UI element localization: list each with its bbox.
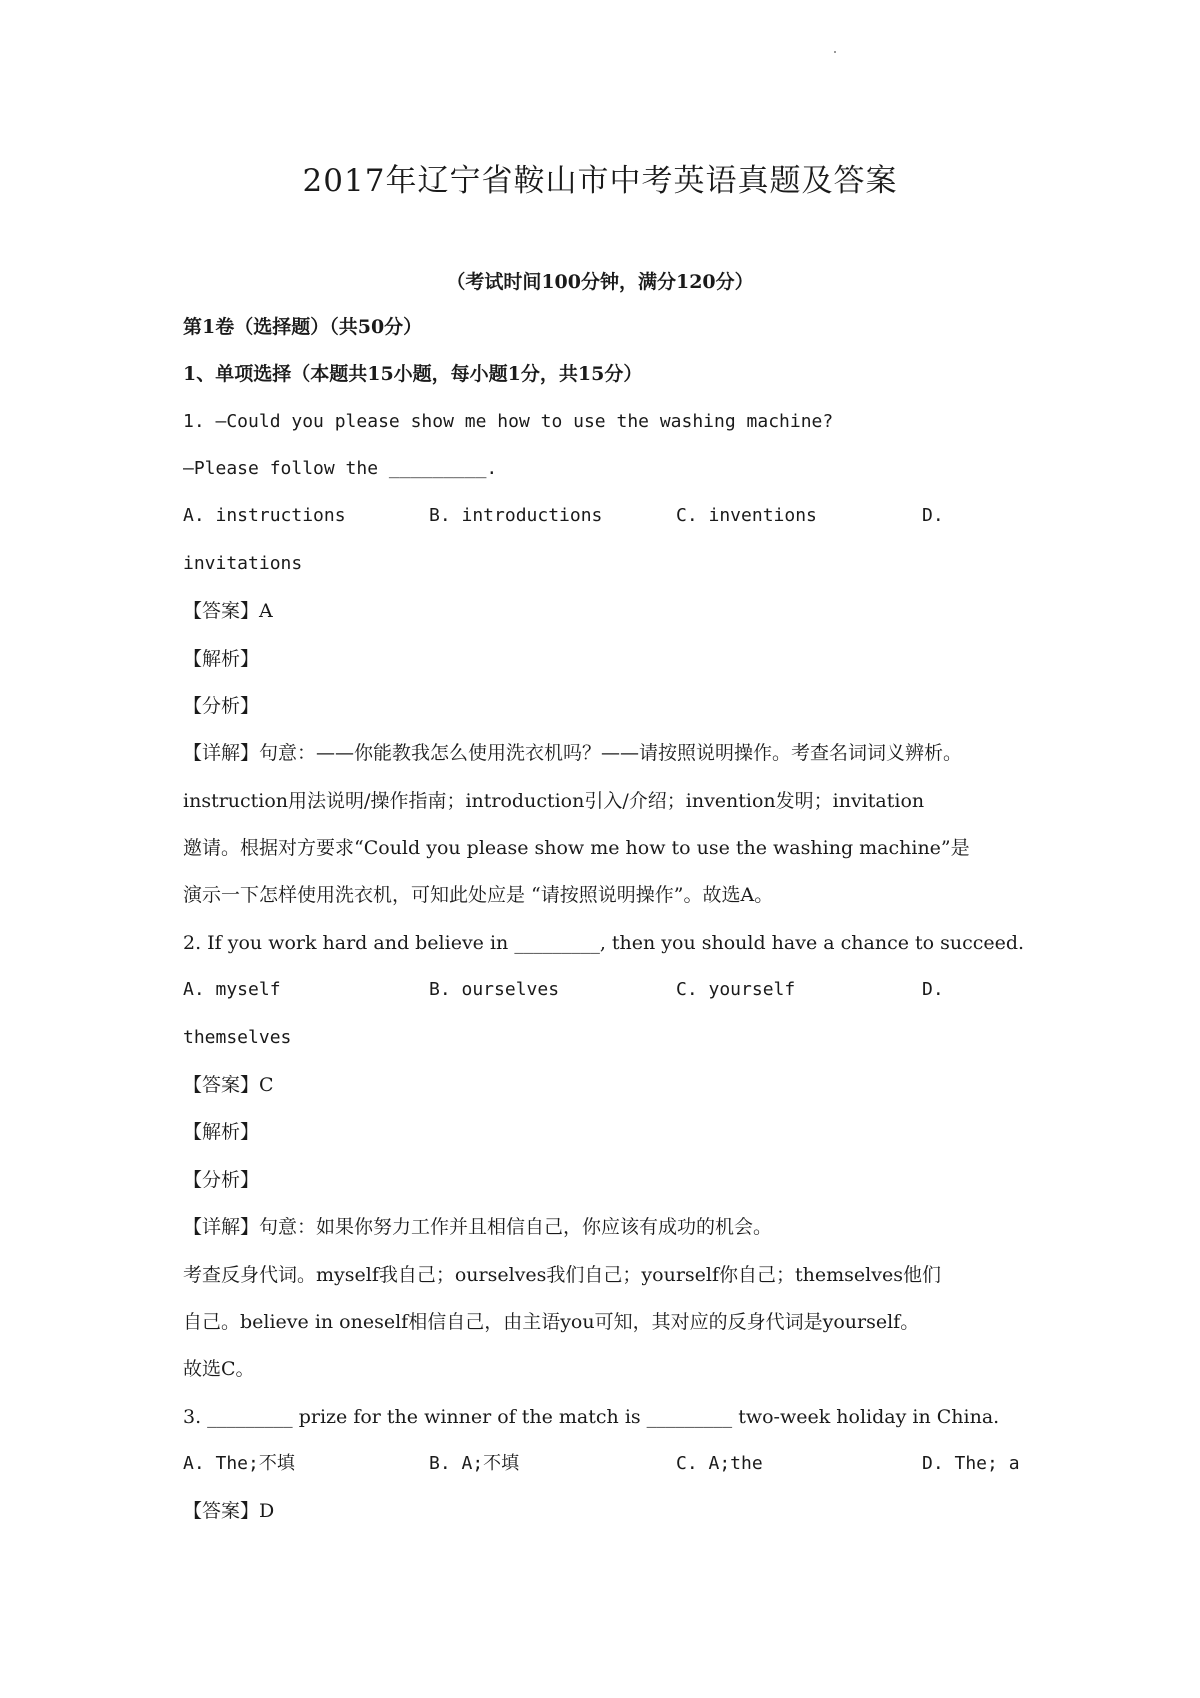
question-2-option-d-text: themselves: [183, 1027, 292, 1048]
question-2-option-b: B. ourselves: [429, 979, 560, 1000]
question-2-option-a: A. myself: [183, 979, 281, 1000]
exam-info: （考试时间100分钟，满分120分）: [446, 271, 754, 293]
question-2-detail-line: 【详解】句意：如果你努力工作并且相信自己，你应该有成功的机会。: [183, 1216, 773, 1238]
question-1-detail-line: 演示一下怎样使用洗衣机，可知此处应是 “请按照说明操作”。故选A。: [183, 884, 774, 906]
question-3-option-b: B. A;不填: [429, 1453, 520, 1474]
question-1-option-c: C. inventions: [676, 505, 817, 526]
question-2-fenxi-label: 【分析】: [183, 1169, 260, 1191]
question-2-analysis-label: 【解析】: [183, 1121, 260, 1143]
question-2-option-d: D.: [922, 979, 944, 1000]
question-1-stem: 1. —Could you please show me how to use the washing machine?: [183, 411, 834, 432]
question-1-analysis-label: 【解析】: [183, 648, 260, 670]
question-3-option-c: C. A;the: [676, 1453, 763, 1474]
question-1-answer: 【答案】A: [183, 600, 273, 622]
question-1-detail-line: 邀请。根据对方要求“Could you please show me how to use the washing machine”是: [183, 837, 970, 859]
question-2-detail-line: 自己。believe in oneself相信自己，由主语you可知，其对应的反身代词是yourself。: [183, 1311, 920, 1333]
question-3-answer: 【答案】D: [183, 1500, 275, 1522]
question-1-detail-line: 【详解】句意：——你能教我怎么使用洗衣机吗？——请按照说明操作。考查名词词义辨析。: [183, 742, 963, 764]
question-1-option-a: A. instructions: [183, 505, 346, 526]
question-1-fenxi-label: 【分析】: [183, 695, 260, 717]
question-1-option-d-text: invitations: [183, 553, 303, 574]
section-heading: 1、单项选择（本题共15小题，每小题1分，共15分）: [183, 363, 643, 385]
part-heading: 第1卷（选择题）（共50分）: [183, 316, 423, 338]
question-2-detail-line: 考查反身代词。myself我自己；ourselves我们自己；yourself你自己；themselves他们: [183, 1264, 941, 1286]
question-1-option-b: B. introductions: [429, 505, 603, 526]
question-3-stem: 3. _________ prize for the winner of the match is _________ two-week holiday in China.: [183, 1406, 1000, 1428]
question-2-stem: 2. If you work hard and believe in _________, then you should have a chance to succeed.: [183, 932, 1025, 954]
question-2-detail-line: 故选C。: [183, 1358, 255, 1380]
page-title: 2017年辽宁省鞍山市中考英语真题及答案: [302, 163, 898, 199]
question-2-answer: 【答案】C: [183, 1074, 274, 1096]
question-3-option-d: D. The; a: [922, 1453, 1020, 1474]
scan-speck: [834, 51, 836, 53]
question-3-option-a: A. The;不填: [183, 1453, 295, 1474]
question-1-reply: —Please follow the _________.: [183, 458, 498, 479]
question-2-option-c: C. yourself: [676, 979, 796, 1000]
question-1-option-d: D.: [922, 505, 944, 526]
question-1-detail-line: instruction用法说明/操作指南；introduction引入/介绍；invention发明；invitation: [183, 790, 925, 812]
